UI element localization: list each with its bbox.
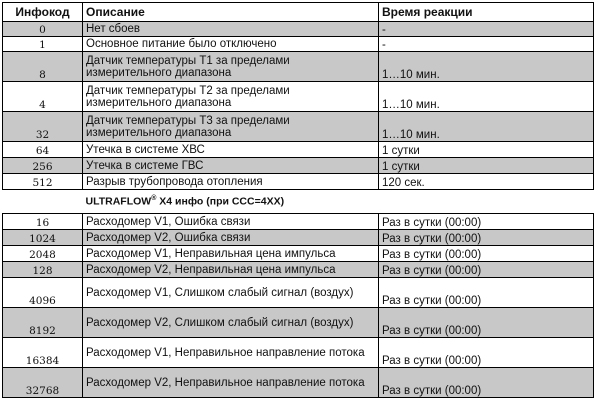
row-code: 64 — [3, 142, 83, 158]
row-reaction: Раз в сутки (00:00) — [379, 262, 594, 278]
table-row — [3, 230, 594, 246]
row-reaction: 1…10 мин. — [379, 52, 594, 82]
table-row — [3, 338, 594, 368]
row-reaction: 1…10 мин. — [379, 82, 594, 112]
table-row — [3, 246, 594, 262]
row-description: Расходомер V1, Неправильное направление потока — [83, 338, 379, 368]
header-code: Инфокод — [3, 3, 83, 22]
table-row — [3, 82, 594, 112]
row-reaction: 120 сек. — [379, 174, 594, 190]
table-row — [3, 112, 594, 142]
row-code: 16 — [3, 214, 83, 230]
row-description: Расходомер V2, Неправильное направление потока — [83, 368, 379, 398]
table-row — [3, 37, 594, 52]
table-row — [3, 308, 594, 338]
table-row — [3, 174, 594, 190]
section-title-suffix: X4 инфо (при ССС=4XX) — [156, 195, 285, 208]
row-code: 256 — [3, 158, 83, 174]
section-row — [3, 190, 594, 214]
row-description: Датчик температуры T2 за пределами измерительного диапазона — [83, 82, 379, 112]
section-title-prefix: ULTRAFLOW — [85, 195, 152, 208]
section-title — [83, 190, 379, 214]
row-description: Основное питание было отключено — [83, 37, 379, 52]
row-reaction: - — [379, 22, 594, 37]
row-description: Нет сбоев — [83, 22, 379, 37]
header-reaction: Время реакции — [379, 3, 594, 22]
row-reaction: Раз в сутки (00:00) — [379, 368, 594, 398]
row-reaction: Раз в сутки (00:00) — [379, 214, 594, 230]
row-code: 4096 — [3, 278, 83, 308]
registered-mark: ® — [151, 195, 157, 203]
row-reaction: 1 сутки — [379, 158, 594, 174]
row-description: Расходомер V1, Ошибка связи — [83, 214, 379, 230]
row-code: 128 — [3, 262, 83, 278]
table-row — [3, 142, 594, 158]
row-code: 16384 — [3, 338, 83, 368]
table-row — [3, 262, 594, 278]
row-description: Расходомер V2, Ошибка связи — [83, 230, 379, 246]
row-description: Датчик температуры T3 за пределами измерительного диапазона — [83, 112, 379, 142]
header-row — [3, 3, 594, 22]
table-row — [3, 278, 594, 308]
row-code: 32 — [3, 112, 83, 142]
row-reaction: Раз в сутки (00:00) — [379, 308, 594, 338]
row-code: 4 — [3, 82, 83, 112]
table-row — [3, 22, 594, 37]
row-description: Датчик температуры T1 за пределами измерительного диапазона — [83, 52, 379, 82]
table-row — [3, 214, 594, 230]
table-row — [3, 52, 594, 82]
row-reaction: 1…10 мин. — [379, 112, 594, 142]
row-code: 2048 — [3, 246, 83, 262]
row-code: 8192 — [3, 308, 83, 338]
row-description: Расходомер V1, Слишком слабый сигнал (воздух) — [83, 278, 379, 308]
row-description: Расходомер V2, Слишком слабый сигнал (воздух) — [83, 308, 379, 338]
info-code-table — [2, 2, 594, 398]
row-reaction: Раз в сутки (00:00) — [379, 278, 594, 308]
row-reaction: Раз в сутки (00:00) — [379, 230, 594, 246]
row-reaction: Раз в сутки (00:00) — [379, 246, 594, 262]
table-row — [3, 368, 594, 398]
row-code: 512 — [3, 174, 83, 190]
row-code: 1024 — [3, 230, 83, 246]
row-code: 1 — [3, 37, 83, 52]
row-description: Расходомер V1, Неправильная цена импульса — [83, 246, 379, 262]
table-row — [3, 158, 594, 174]
row-code: 0 — [3, 22, 83, 37]
row-reaction: 1 сутки — [379, 142, 594, 158]
row-reaction: Раз в сутки (00:00) — [379, 338, 594, 368]
row-description: Утечка в системе ХВС — [83, 142, 379, 158]
header-description: Описание — [83, 3, 379, 22]
row-description: Утечка в системе ГВС — [83, 158, 379, 174]
row-description: Расходомер V2, Неправильная цена импульса — [83, 262, 379, 278]
row-description: Разрыв трубопровода отопления — [83, 174, 379, 190]
row-reaction: - — [379, 37, 594, 52]
row-code: 32768 — [3, 368, 83, 398]
row-code: 8 — [3, 52, 83, 82]
